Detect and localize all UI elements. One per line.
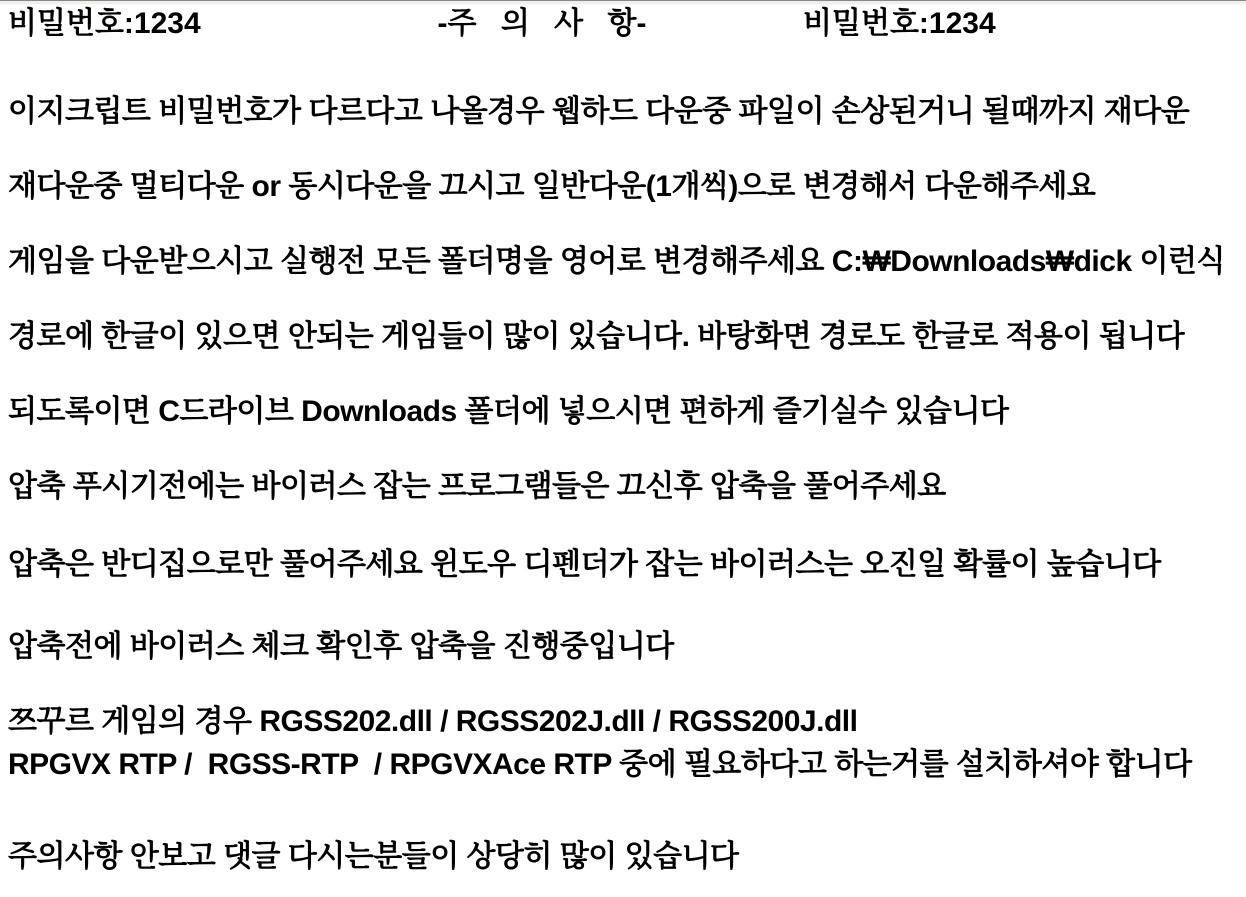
notice-line-antivirus-off: 압축 푸시기전에는 바이러스 잡는 프로그램들은 끄신후 압축을 풀어주세요 [8, 470, 946, 503]
notice-line-bandizip: 압축은 반디집으로만 풀어주세요 윈도우 디펜더가 잡는 바이러스는 오진일 확률이 높습니다 [8, 548, 1161, 581]
notice-header [0, 2, 1246, 45]
notice-line-rgss-dll: 쯔꾸르 게임의 경우 RGSS202.dll / RGSS202J.dll / RGSS200J.dll [8, 705, 858, 738]
notice-line-virus-checked: 압축전에 바이러스 체크 확인후 압축을 진행중입니다 [8, 630, 674, 663]
notice-line-rtp-install: RPGVX RTP / RGSS-RTP / RPGVXAce RTP 중에 필요하다고 하는거를 설치하셔야 합니다 [8, 748, 1192, 781]
password-label-right: 비밀번호:1234 [803, 7, 996, 40]
notice-line-rename-folders: 게임을 다운받으시고 실행전 모든 폴더명을 영어로 변경해주세요 C:₩Downloads₩dick 이런식 [8, 245, 1225, 278]
notice-line-single-download: 재다운중 멀티다운 or 동시다운을 끄시고 일반다운(1개씩)으로 변경해서 다운해주세요 [8, 170, 1096, 203]
notice-line-redownload: 이지크립트 비밀번호가 다르다고 나올경우 웹하드 다운중 파일이 손상된거니 될때까지 재다운 [8, 95, 1190, 128]
notice-line-read-warning: 주의사항 안보고 댓글 다시는분들이 상당히 많이 있습니다 [8, 840, 739, 873]
password-label-left: 비밀번호:1234 [8, 7, 201, 40]
notice-line-c-drive: 되도록이면 C드라이브 Downloads 폴더에 넣으시면 편하게 즐기실수 있습니다 [8, 395, 1009, 428]
notice-line-korean-path: 경로에 한글이 있으면 안되는 게임들이 많이 있습니다. 바탕화면 경로도 한글로 적용이 됩니다 [8, 320, 1185, 353]
notice-title: -주 의 사 항- [437, 7, 647, 40]
